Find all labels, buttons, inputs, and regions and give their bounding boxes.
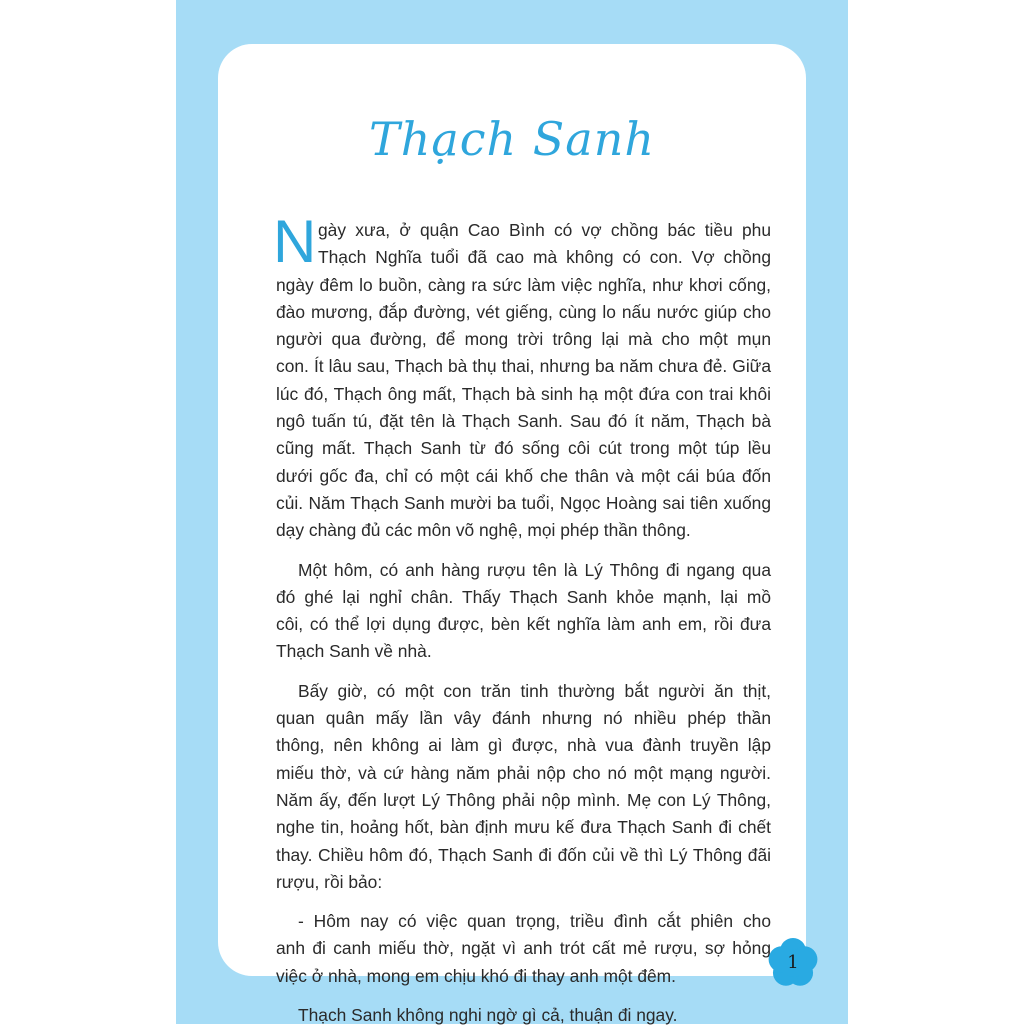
- text-line: Thạch Sanh về nhà.: [276, 641, 432, 662]
- paragraph: [276, 678, 771, 896]
- page-number-badge: [766, 936, 820, 990]
- text-line: con. Ít lâu sau, Thạch bà thụ thai, nhưng ba năm chưa đẻ. Giữa: [276, 356, 771, 377]
- text-line: củi. Năm Thạch Sanh mười ba tuổi, Ngọc Hoàng sai tiên xuống: [276, 492, 771, 513]
- story-body: [273, 208, 771, 1029]
- text-line: Thạch Sanh không nghi ngờ gì cả, thuận đi ngay.: [298, 1005, 678, 1026]
- paragraph-gap: [276, 545, 771, 557]
- text-line: thông, nên không ai làm gì được, nhà vua đành truyền lập: [276, 735, 771, 756]
- text-line: người qua đường, để mong trời trông lại mà cho một mụn: [276, 329, 771, 350]
- text-line: Bấy giờ, có một con trăn tinh thường bắt người ăn thịt,: [298, 680, 771, 701]
- text-line: dạy chàng đủ các môn võ nghệ, mọi phép thần thông.: [276, 520, 691, 541]
- text-line: Một hôm, có anh hàng rượu tên là Lý Thông đi ngang qua: [298, 559, 771, 580]
- text-line: anh đi canh miếu thờ, ngặt vì anh trót cất mẻ rượu, sợ hỏng: [276, 938, 771, 959]
- text-line: ngày đêm lo buồn, càng ra sức làm việc nghĩa, như khơi cống,: [276, 274, 771, 295]
- text-line: cũng mất. Thạch Sanh từ đó sống côi cút trong một túp lều: [276, 438, 771, 459]
- text-line: thay. Chiều hôm đó, Thạch Sanh đi đốn củi về thì Lý Thông đãi: [276, 844, 771, 865]
- paragraph: [276, 908, 771, 990]
- text-line: lúc đó, Thạch ông mất, Thạch bà sinh hạ một đứa con trai khôi: [276, 383, 771, 404]
- paragraph-gap: [276, 990, 771, 1002]
- text-line: đào mương, đắp đường, vét giếng, cùng lo nấu nước giúp cho: [276, 301, 771, 322]
- text-card: [218, 44, 806, 1026]
- text-line: việc ở nhà, mong em chịu khó đi thay anh một đêm.: [276, 965, 677, 986]
- paragraph-gap: [276, 896, 771, 908]
- text-line: - Hôm nay có việc quan trọng, triều đình cắt phiên cho: [298, 911, 771, 932]
- paragraph: [276, 557, 771, 666]
- text-line: miếu thờ, và cứ hàng năm phải nộp cho nó một mạng người.: [276, 762, 771, 783]
- drop-cap: N: [273, 208, 317, 275]
- book-page: [176, 0, 848, 1024]
- text-line: dưới gốc đa, chỉ có một cái khố che thân và một cái búa đốn: [276, 465, 771, 486]
- text-line: quan quân mấy lần vây đánh nhưng nó nhiều phép thần: [276, 708, 771, 729]
- text-line: ngô tuấn tú, đặt tên là Thạch Sanh. Sau đó ít năm, Thạch bà: [276, 411, 771, 432]
- text-line: côi, có thể lợi dụng được, bèn kết nghĩa làm anh em, rồi đưa: [276, 614, 771, 635]
- text-line: gày xưa, ở quận Cao Bình có vợ chồng bác tiều phu: [318, 220, 771, 240]
- text-line: nghe tin, hoảng hốt, bàn định mưu kế đưa Thạch Sanh đi chết: [276, 817, 771, 838]
- page-number: 1: [787, 952, 799, 973]
- page-title: Thạch Sanh: [369, 112, 655, 166]
- paragraph: [276, 1002, 771, 1029]
- text-line: đó ghé lại nghỉ chân. Thấy Thạch Sanh khỏe mạnh, lại mồ: [276, 586, 771, 607]
- text-line: Thạch Nghĩa tuổi đã cao mà không có con. Vợ chồng: [318, 247, 771, 268]
- paragraph-gap: [276, 666, 771, 678]
- text-line: rượu, rồi bảo:: [276, 871, 383, 892]
- paragraph: [273, 208, 771, 545]
- text-line: Năm ấy, đến lượt Lý Thông phải nộp mình. Mẹ con Lý Thông,: [276, 789, 771, 810]
